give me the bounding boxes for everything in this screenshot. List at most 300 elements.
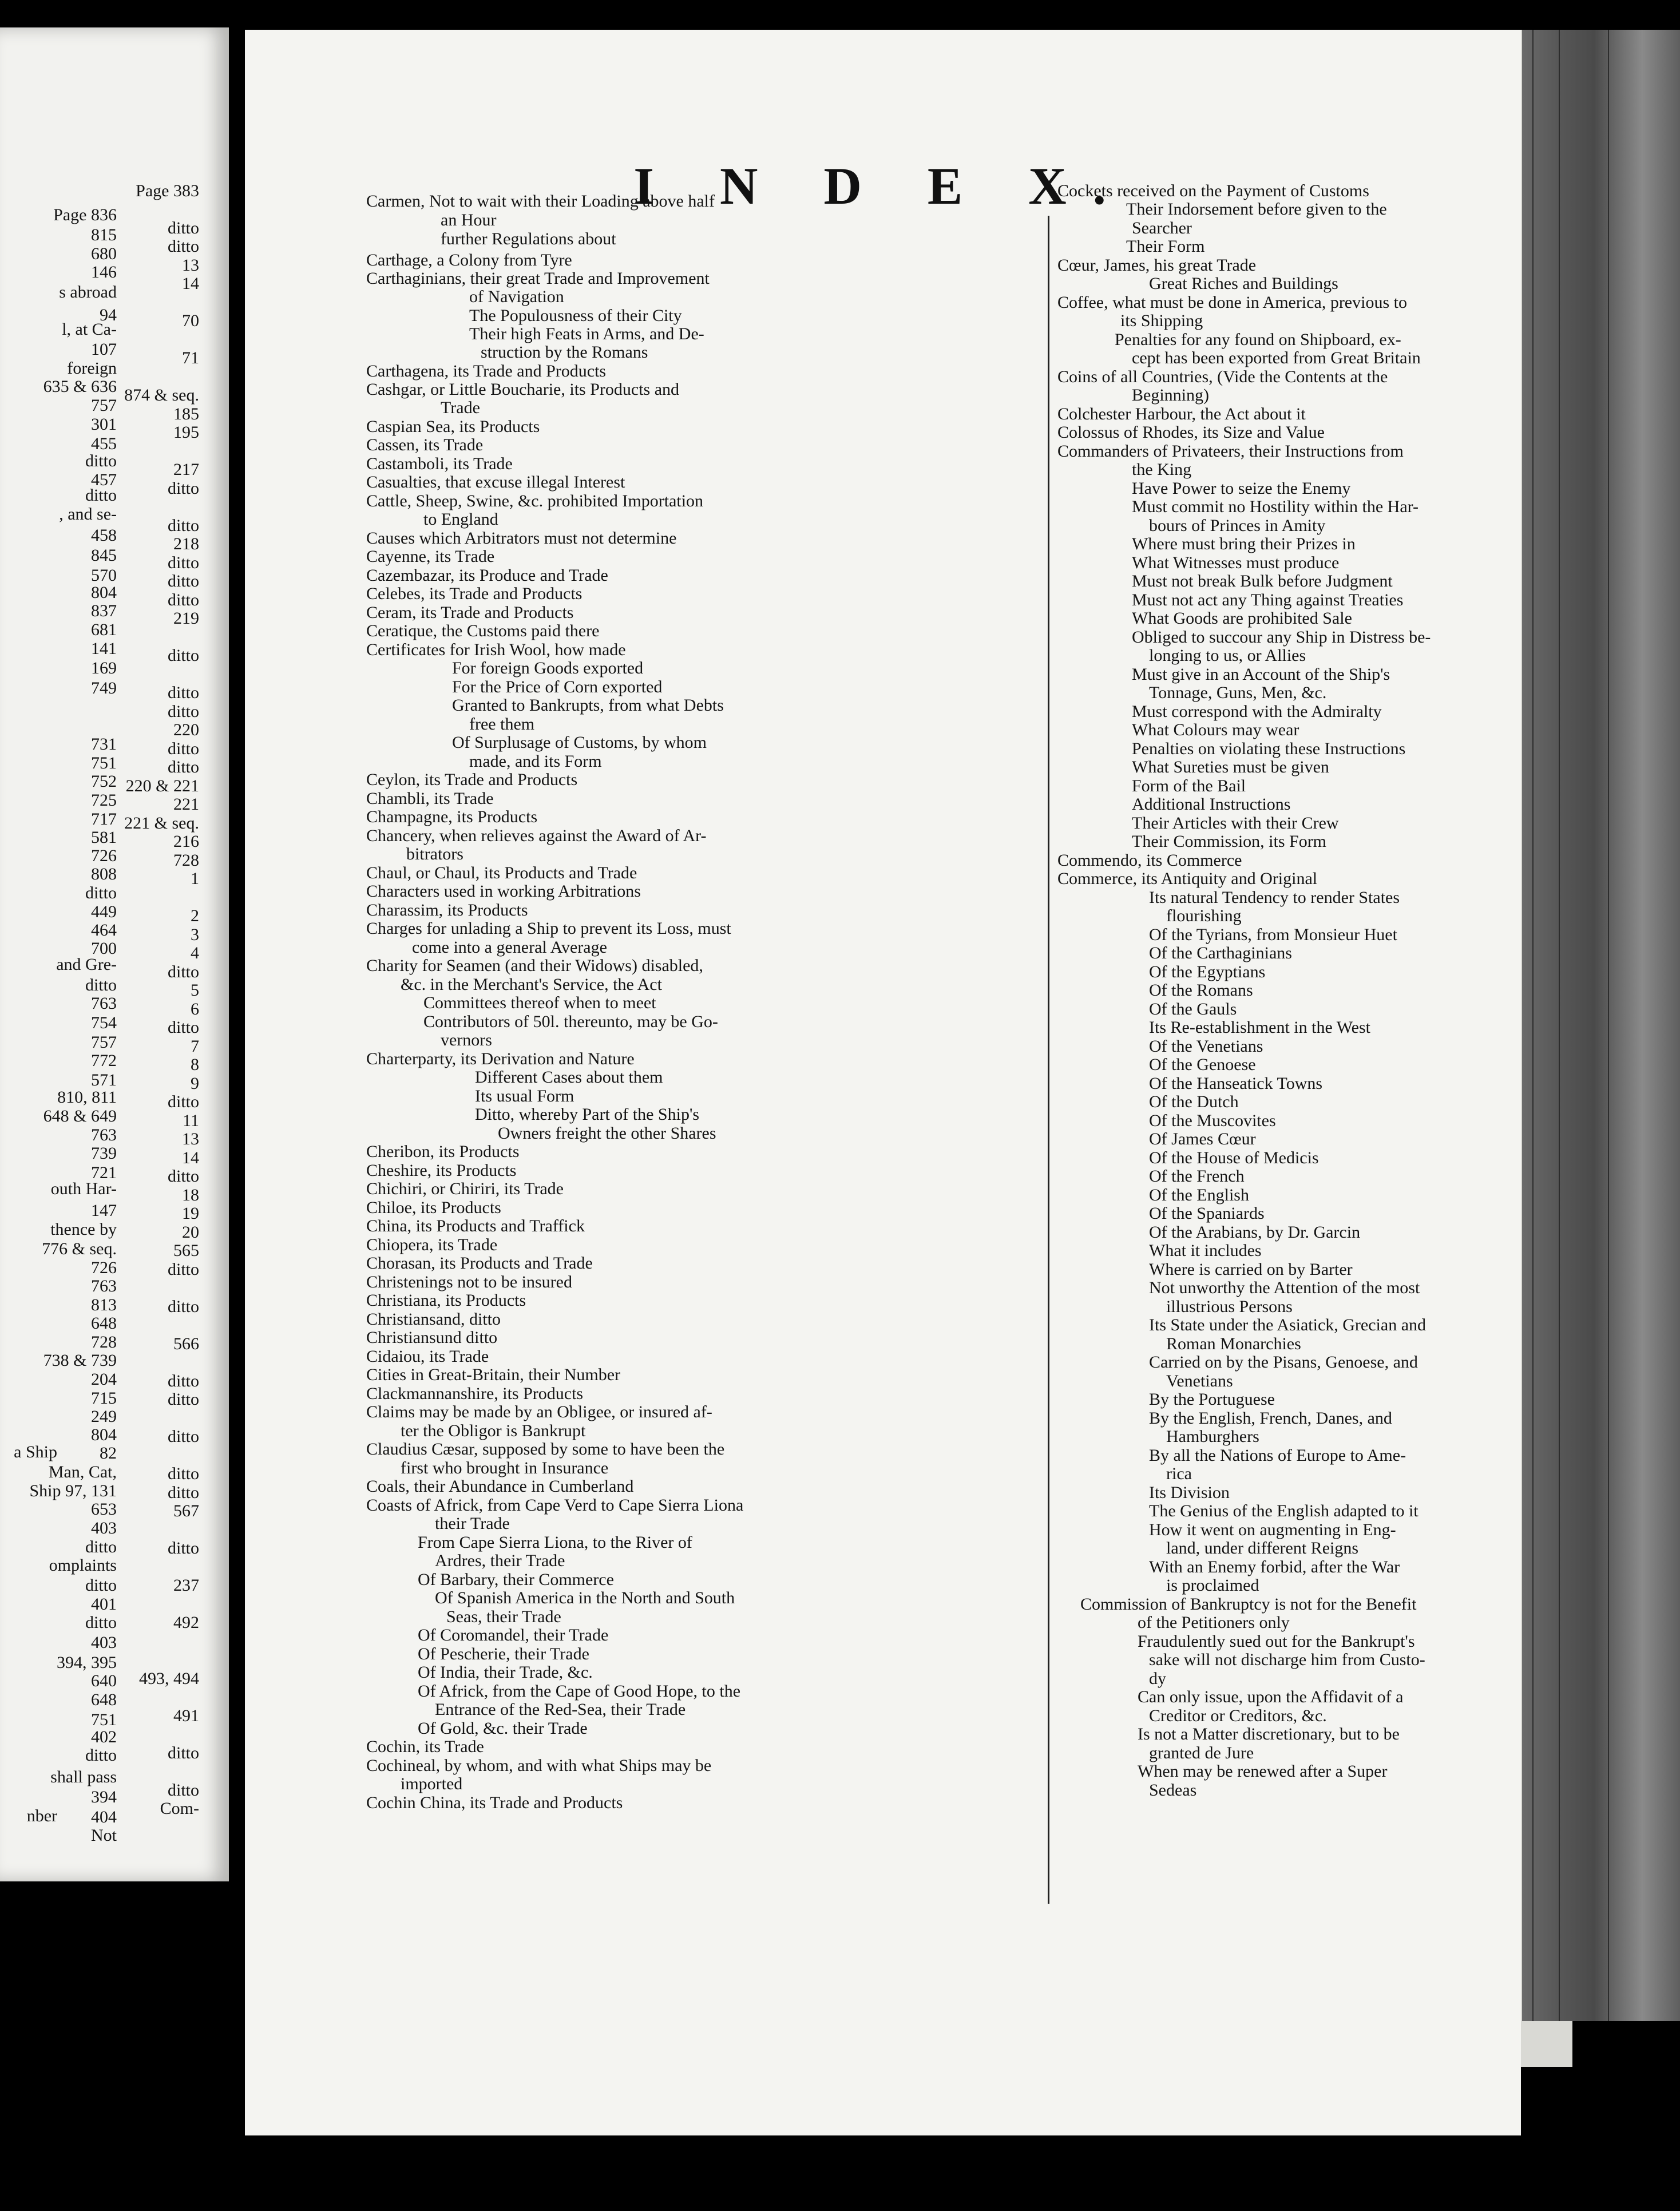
left-page-fragment-text: 721 xyxy=(91,1163,117,1182)
left-page-fragment-text: 648 xyxy=(91,1690,117,1709)
index-entry: Cochin, its Trade xyxy=(366,1737,484,1756)
index-entry: Of the French xyxy=(1149,1167,1245,1186)
page-reference: 14 xyxy=(182,274,199,293)
page-reference: ditto xyxy=(167,1167,199,1186)
page-reference: 566 xyxy=(173,1334,199,1353)
page-reference: ditto xyxy=(167,739,199,758)
index-entry: Cayenne, its Trade xyxy=(366,547,495,566)
index-entry: Christenings not to be insured xyxy=(366,1273,572,1291)
index-entry: Their Indorsement before given to the xyxy=(1126,200,1387,219)
index-entry: Owners freight the other Shares xyxy=(498,1124,716,1143)
page-reference: ditto xyxy=(167,572,199,591)
index-entry: Trade xyxy=(441,398,480,417)
index-entry: What Goods are prohibited Sale xyxy=(1132,609,1352,628)
left-page-fragment-text: 700 xyxy=(91,939,117,958)
index-entry: Of Spanish America in the North and South xyxy=(435,1588,735,1607)
index-entry: struction by the Romans xyxy=(481,343,648,362)
page-reference: ditto xyxy=(167,516,199,535)
page-reference: 195 xyxy=(173,423,199,442)
index-entry: Casualties, that excuse illegal Interest xyxy=(366,473,625,492)
page-reference: 4 xyxy=(191,944,199,962)
left-page-fragment-text: ditto xyxy=(85,976,117,994)
index-entry: illustrious Persons xyxy=(1166,1297,1293,1316)
page-reference: 19 xyxy=(182,1204,199,1223)
page-reference: ditto xyxy=(167,1390,199,1409)
index-entry: Cœur, James, his great Trade xyxy=(1057,256,1257,275)
left-page-fragment-text: 449 xyxy=(91,902,117,921)
page-reference: 8 xyxy=(191,1055,199,1074)
left-page-fragment-text: 810, 811 xyxy=(57,1088,117,1107)
index-entry: Chiloe, its Products xyxy=(366,1198,501,1217)
left-page-fragment-text: 772 xyxy=(91,1051,117,1070)
index-entry: Chaul, or Chaul, its Products and Trade xyxy=(366,863,637,882)
left-page-fragment-text: 648 & 649 xyxy=(43,1107,117,1126)
left-page-fragment-text: 402 xyxy=(91,1727,117,1746)
page-reference: 220 & 221 xyxy=(125,776,199,795)
index-entry: Celebes, its Trade and Products xyxy=(366,584,583,603)
page-reference: ditto xyxy=(167,479,199,498)
page-reference: ditto xyxy=(167,962,199,981)
index-entry: Cashgar, or Little Boucharie, its Products and xyxy=(366,380,680,399)
index-entry: Must correspond with the Admiralty xyxy=(1132,702,1382,721)
index-entry: When may be renewed after a Super xyxy=(1138,1762,1388,1781)
index-entry: Chambli, its Trade xyxy=(366,789,494,808)
page-reference: ditto xyxy=(167,591,199,609)
index-entry: of Navigation xyxy=(469,287,564,306)
page-reference: 6 xyxy=(191,1000,199,1019)
index-entry: Chorasan, its Products and Trade xyxy=(366,1254,593,1273)
index-entry: Claudius Cæsar, supposed by some to have been the xyxy=(366,1440,725,1459)
index-entry: What Witnesses must produce xyxy=(1132,553,1340,572)
left-page-fragment-text: 455 xyxy=(91,434,117,453)
left-page-fragment-text: 570 xyxy=(91,566,117,585)
left-page-fragment-text: 571 xyxy=(91,1071,117,1089)
index-entry: Obliged to succour any Ship in Distress be- xyxy=(1132,628,1431,647)
index-entry: Claims may be made by an Obligee, or insured af- xyxy=(366,1402,712,1421)
index-entry: ter the Obligor is Bankrupt xyxy=(401,1421,586,1440)
index-entry: Cochin China, its Trade and Products xyxy=(366,1793,623,1812)
index-entry: Cidaiou, its Trade xyxy=(366,1347,489,1366)
index-entry: Carthagena, its Trade and Products xyxy=(366,362,607,381)
left-page-fragment-text: a Ship xyxy=(14,1443,57,1461)
index-entry: Of James Cœur xyxy=(1149,1130,1256,1148)
index-entry: first who brought in Insurance xyxy=(401,1459,609,1477)
left-page-fragment-text: , and se- xyxy=(59,505,117,524)
page-reference: ditto xyxy=(167,1018,199,1037)
page-reference: 491 xyxy=(173,1706,199,1725)
index-entry: Cazembazar, its Produce and Trade xyxy=(366,566,608,585)
index-entry: of the Petitioners only xyxy=(1138,1613,1290,1632)
index-entry: Commendo, its Commerce xyxy=(1057,851,1242,870)
index-entry: Its State under the Asiatick, Grecian and xyxy=(1149,1315,1427,1334)
page-reference: 185 xyxy=(173,405,199,423)
index-entry: Of India, their Trade, &c. xyxy=(418,1663,593,1682)
index-entry: Not unworthy the Attention of the most xyxy=(1149,1278,1420,1297)
index-entry: Commerce, its Antiquity and Original xyxy=(1057,869,1318,888)
index-entry: Cochineal, by whom, and with what Ships may be xyxy=(366,1756,712,1775)
index-entry: an Hour xyxy=(441,211,497,229)
index-entry: What Colours may wear xyxy=(1132,720,1299,739)
page-reference: 492 xyxy=(173,1613,199,1632)
left-page-fragment-text: 635 & 636 xyxy=(43,377,117,396)
index-entry: their Trade xyxy=(435,1514,510,1533)
page-reference: 237 xyxy=(173,1576,199,1595)
index-entry: For the Price of Corn exported xyxy=(452,677,663,696)
index-entry: Christiansund ditto xyxy=(366,1328,498,1347)
left-page-fragment-text: 815 xyxy=(91,225,117,244)
page-reference: ditto xyxy=(167,1427,199,1446)
left-page-fragment-text: 464 xyxy=(91,921,117,940)
index-entry: Of Gold, &c. their Trade xyxy=(418,1719,588,1738)
index-entry: Christiana, its Products xyxy=(366,1291,526,1310)
left-page-fragment-text: 715 xyxy=(91,1389,117,1408)
page-reference: 221 & seq. xyxy=(124,814,199,833)
index-entry: Ditto, whereby Part of the Ship's xyxy=(475,1105,700,1124)
index-entry: Of the Tyrians, from Monsieur Huet xyxy=(1149,925,1397,944)
index-entry: Where is carried on by Barter xyxy=(1149,1260,1353,1279)
left-page-fragment-text: 752 xyxy=(91,772,117,791)
index-entry: imported xyxy=(401,1774,463,1793)
page-reference: 20 xyxy=(182,1223,199,1242)
index-entry: Must not act any Thing against Treaties xyxy=(1132,591,1404,609)
index-entry: is proclaimed xyxy=(1166,1576,1259,1595)
left-page-fragment-text: 726 xyxy=(91,1258,117,1277)
page-reference: 493, 494 xyxy=(139,1669,199,1688)
index-entry: Fraudulently sued out for the Bankrupt's xyxy=(1138,1632,1415,1651)
index-entry: &c. in the Merchant's Service, the Act xyxy=(401,975,662,994)
left-page-fragment-text: ditto xyxy=(85,451,117,470)
left-page-fragment-text: 738 & 739 xyxy=(43,1351,117,1370)
left-page-fragment-text: 640 xyxy=(91,1671,117,1690)
index-entry: Coals, their Abundance in Cumberland xyxy=(366,1477,634,1496)
index-entry: Charity for Seamen (and their Widows) disabled, xyxy=(366,956,703,975)
left-page-fragment-text: 731 xyxy=(91,735,117,754)
left-page-fragment-text: 301 xyxy=(91,415,117,434)
index-entry: Its natural Tendency to render States xyxy=(1149,888,1400,907)
page-reference: 3 xyxy=(191,925,199,944)
index-entry: Caspian Sea, its Products xyxy=(366,417,540,436)
index-entry: Charterparty, its Derivation and Nature xyxy=(366,1049,635,1068)
index-entry: bours of Princes in Amity xyxy=(1149,516,1326,535)
left-page-fragment-text: 725 xyxy=(91,791,117,810)
index-entry: Different Cases about them xyxy=(475,1068,663,1087)
left-page-fragment-text: shall pass xyxy=(50,1768,117,1786)
index-entry: Champagne, its Products xyxy=(366,807,538,826)
page-reference: ditto xyxy=(167,646,199,665)
index-entry: Their Articles with their Crew xyxy=(1132,814,1339,833)
index-entry: rica xyxy=(1166,1464,1192,1483)
index-entry: Coasts of Africk, from Cape Verd to Cape Sierra Liona xyxy=(366,1496,744,1515)
page-reference: 11 xyxy=(183,1111,199,1130)
left-page-fragment-text: 82 xyxy=(100,1444,117,1463)
index-entry: Tonnage, Guns, Men, &c. xyxy=(1149,683,1327,702)
left-page-fragment-text: 751 xyxy=(91,754,117,772)
index-entry: Its Re-establishment in the West xyxy=(1149,1018,1370,1037)
index-entry: Hamburghers xyxy=(1166,1427,1259,1446)
page-reference: ditto xyxy=(167,1372,199,1390)
left-page-fragment-text: 757 xyxy=(91,396,117,415)
left-page-fragment-text: 404 xyxy=(91,1808,117,1826)
index-entry: Charges for unlading a Ship to prevent its Loss, must xyxy=(366,919,731,938)
left-page-fragment-text: 776 & seq. xyxy=(42,1239,117,1258)
index-entry: Ardres, their Trade xyxy=(435,1551,565,1570)
index-entry: Form of the Bail xyxy=(1132,776,1246,795)
index-entry: Have Power to seize the Enemy xyxy=(1132,479,1351,498)
left-page-fragment-text: 147 xyxy=(91,1201,117,1220)
page-reference: 565 xyxy=(173,1241,199,1260)
page-reference: 70 xyxy=(182,311,199,330)
index-entry: bitrators xyxy=(406,845,463,863)
index-entry: Must give in an Account of the Ship's xyxy=(1132,665,1390,684)
left-page-fragment-text: 763 xyxy=(91,1126,117,1144)
page-reference: 2 xyxy=(191,906,199,925)
page-reference: 1 xyxy=(191,869,199,888)
left-page-fragment-text: 146 xyxy=(91,263,117,282)
index-entry: Granted to Bankrupts, from what Debts xyxy=(452,696,724,715)
index-entry: Of the Egyptians xyxy=(1149,962,1266,981)
index-entry: Of the Carthaginians xyxy=(1149,944,1292,962)
left-page-fragment-text: l, at Ca- xyxy=(62,320,117,339)
left-page-fragment-text: ditto xyxy=(85,1538,117,1556)
index-entry: made, and its Form xyxy=(469,752,602,771)
book-edge xyxy=(1522,30,1680,2021)
index-entry: Of the Muscovites xyxy=(1149,1111,1276,1130)
index-entry: Its usual Form xyxy=(475,1087,574,1106)
index-entry: to England xyxy=(423,510,498,529)
index-entry: Committees thereof when to meet xyxy=(423,993,656,1012)
left-page-fragment-text: 648 xyxy=(91,1314,117,1333)
left-page-fragment-text: 653 xyxy=(91,1500,117,1519)
page-reference: ditto xyxy=(167,219,199,237)
left-page-fragment-text: Not xyxy=(91,1826,117,1845)
index-entry: Can only issue, upon the Affidavit of a xyxy=(1138,1687,1404,1706)
index-entry: What Sureties must be given xyxy=(1132,758,1329,776)
left-page-fragment-text: 813 xyxy=(91,1295,117,1314)
index-entry: Their high Feats in Arms, and De- xyxy=(469,324,704,343)
index-entry: Cities in Great-Britain, their Number xyxy=(366,1365,621,1384)
left-page-fragment-text: 763 xyxy=(91,1277,117,1295)
index-entry: Christiansand, ditto xyxy=(366,1310,501,1329)
page-reference: 217 xyxy=(173,460,199,479)
page-reference: Com- xyxy=(160,1799,199,1818)
index-entry: granted de Jure xyxy=(1149,1744,1254,1762)
page-reference: 219 xyxy=(173,609,199,628)
left-page-fragment-text: 804 xyxy=(91,1425,117,1444)
index-entry: Clackmannanshire, its Products xyxy=(366,1384,584,1403)
index-entry: Entrance of the Red-Sea, their Trade xyxy=(435,1700,686,1719)
index-entry: By the English, French, Danes, and xyxy=(1149,1409,1392,1428)
left-page-fragment-text: 249 xyxy=(91,1407,117,1426)
left-page-fragment-text: 458 xyxy=(91,526,117,545)
index-entry: sake will not discharge him from Custo- xyxy=(1149,1650,1425,1669)
left-page-fragment-text: 401 xyxy=(91,1595,117,1614)
index-entry: Colossus of Rhodes, its Size and Value xyxy=(1057,423,1325,442)
page-reference: ditto xyxy=(167,1744,199,1762)
page-reference: ditto xyxy=(167,1260,199,1279)
index-entry: Of the Dutch xyxy=(1149,1092,1239,1111)
page-reference: 5 xyxy=(191,981,199,1000)
index-entry: come into a general Average xyxy=(412,938,607,957)
left-page-fragment-text: 457 xyxy=(91,470,117,489)
left-page-fragment-text: 94 xyxy=(100,306,117,324)
index-entry: Cassen, its Trade xyxy=(366,435,484,454)
page-reference: 9 xyxy=(191,1074,199,1093)
index-entry: Beginning) xyxy=(1132,386,1209,405)
left-page-fragment-text: 107 xyxy=(91,340,117,359)
left-page-fragment-text: 141 xyxy=(91,639,117,658)
left-page-fragment-text: 680 xyxy=(91,244,117,263)
left-page-fragment-text: omplaints xyxy=(49,1556,117,1575)
left-page-fragment-text: 717 xyxy=(91,810,117,829)
index-entry: Seas, their Trade xyxy=(446,1607,561,1626)
left-page-fragment-text: 581 xyxy=(91,828,117,847)
page-reference: 874 & seq. xyxy=(124,386,199,405)
index-entry: Creditor or Creditors, &c. xyxy=(1149,1706,1327,1725)
left-page-fragment-text: 726 xyxy=(91,846,117,865)
page-reference: 13 xyxy=(182,256,199,275)
left-page-fragment-text: ditto xyxy=(85,486,117,505)
index-entry: Cheshire, its Products xyxy=(366,1161,517,1180)
index-entry: Of the English xyxy=(1149,1186,1249,1204)
page-reference: 221 xyxy=(173,795,199,814)
index-entry: land, under different Reigns xyxy=(1166,1539,1359,1558)
page-reference: 7 xyxy=(191,1037,199,1056)
page-reference: ditto xyxy=(167,1483,199,1502)
index-entry: Searcher xyxy=(1132,219,1192,237)
page-reference: 18 xyxy=(182,1186,199,1204)
left-page-fragment-text: 204 xyxy=(91,1370,117,1389)
index-entry: Where must bring their Prizes in xyxy=(1132,534,1356,553)
left-page-fragment-text: thence by xyxy=(50,1220,117,1239)
index-entry: Characters used in working Arbitrations xyxy=(366,882,641,901)
index-entry: its Shipping xyxy=(1120,311,1203,330)
left-page-fragment-text: 403 xyxy=(91,1519,117,1538)
index-entry: Of the Arabians, by Dr. Garcin xyxy=(1149,1223,1361,1242)
index-entry: What it includes xyxy=(1149,1241,1262,1260)
left-page-fragment-text: 754 xyxy=(91,1013,117,1032)
index-entry: Their Form xyxy=(1126,237,1205,256)
index-entry: Coins of all Countries, (Vide the Contents at the xyxy=(1057,367,1388,386)
left-page-fragment-text: 751 xyxy=(91,1710,117,1729)
page-reference: 13 xyxy=(182,1130,199,1148)
left-page-fragment-text: 749 xyxy=(91,679,117,698)
index-entry: Ceylon, its Trade and Products xyxy=(366,770,578,789)
left-page-fragment-text: outh Har- xyxy=(50,1179,117,1198)
index-entry: China, its Products and Traffick xyxy=(366,1217,585,1235)
page-reference: ditto xyxy=(167,758,199,776)
index-entry: Carried on by the Pisans, Genoese, and xyxy=(1149,1353,1418,1372)
index-entry: Of the Romans xyxy=(1149,981,1253,1000)
index-entry: Commission of Bankruptcy is not for the Benefit xyxy=(1080,1595,1417,1614)
left-page-fragment-text: 757 xyxy=(91,1033,117,1052)
index-entry: Of the House of Medicis xyxy=(1149,1148,1319,1167)
index-entry: Of the Venetians xyxy=(1149,1037,1263,1056)
index-entry: Roman Monarchies xyxy=(1166,1334,1301,1353)
index-entry: From Cape Sierra Liona, to the River of xyxy=(418,1533,692,1552)
left-page-fragment-text: 394, 395 xyxy=(57,1653,117,1672)
index-entry: Its Division xyxy=(1149,1483,1230,1502)
index-entry: Chichiri, or Chiriri, its Trade xyxy=(366,1179,564,1198)
index-entry: By all the Nations of Europe to Ame- xyxy=(1149,1446,1406,1465)
page-reference: ditto xyxy=(167,553,199,572)
index-entry: Of the Genoese xyxy=(1149,1055,1256,1074)
left-page-fragment-text: Page 836 xyxy=(53,205,117,224)
page-reference: ditto xyxy=(167,683,199,702)
page-reference: Page 383 xyxy=(136,181,199,200)
index-entry: Of Africk, from the Cape of Good Hope, to the xyxy=(418,1682,741,1701)
index-entry: Of the Hanseatick Towns xyxy=(1149,1074,1323,1093)
index-entry: Penalties on violating these Instructions xyxy=(1132,739,1406,758)
page-reference: ditto xyxy=(167,702,199,721)
page-title: I N D E X. xyxy=(633,157,1132,215)
index-entry: Causes which Arbitrators must not determine xyxy=(366,529,677,548)
left-page-fragment-text: 403 xyxy=(91,1633,117,1652)
index-entry: Of Pescherie, their Trade xyxy=(418,1645,589,1663)
index-entry: longing to us, or Allies xyxy=(1149,646,1306,665)
index-entry: Of the Gauls xyxy=(1149,1000,1237,1019)
index-entry: Certificates for Irish Wool, how made xyxy=(366,640,626,659)
index-entry: Of the Spaniards xyxy=(1149,1204,1265,1223)
left-page-fragment-text: ditto xyxy=(85,883,117,902)
index-entry: Contributors of 50l. thereunto, may be Go- xyxy=(423,1012,718,1031)
index-entry: By the Portuguese xyxy=(1149,1390,1275,1409)
index-entry: free them xyxy=(469,715,535,734)
index-entry: The Populousness of their City xyxy=(469,306,682,325)
left-page-fragment-text: ditto xyxy=(85,1746,117,1765)
index-entry: With an Enemy forbid, after the War xyxy=(1149,1558,1400,1576)
page-reference: ditto xyxy=(167,1464,199,1483)
index-entry: Carthaginians, their great Trade and Improvement xyxy=(366,269,710,288)
left-page-fragment-text: 837 xyxy=(91,601,117,620)
index-entry: Venetians xyxy=(1166,1372,1233,1390)
index-entry: Carthage, a Colony from Tyre xyxy=(366,251,572,270)
index-entry: Cattle, Sheep, Swine, &c. prohibited Importation xyxy=(366,492,704,510)
index-entry: Sedeas xyxy=(1149,1781,1197,1800)
column-divider xyxy=(1048,216,1049,1904)
index-entry: Castamboli, its Trade xyxy=(366,454,513,473)
index-page xyxy=(124,30,1521,2135)
page-reference: 71 xyxy=(182,348,199,367)
index-entry: Ceram, its Trade and Products xyxy=(366,603,574,622)
index-entry: the King xyxy=(1132,460,1192,479)
page-reference: 220 xyxy=(173,720,199,739)
index-entry: Must not break Bulk before Judgment xyxy=(1132,572,1393,591)
left-page-fragment-text: 681 xyxy=(91,620,117,639)
index-entry: Additional Instructions xyxy=(1132,795,1291,814)
index-entry: further Regulations about xyxy=(441,229,616,248)
index-entry: Coffee, what must be done in America, previous to xyxy=(1057,293,1407,312)
index-entry: Must commit no Hostility within the Har- xyxy=(1132,497,1419,516)
index-entry: Ceratique, the Customs paid there xyxy=(366,621,600,640)
left-page-fragment-text: 394 xyxy=(91,1788,117,1806)
index-entry: For foreign Goods exported xyxy=(452,659,644,677)
page-reference: 14 xyxy=(182,1148,199,1167)
page-reference: ditto xyxy=(167,237,199,256)
left-page-fragment-text: nber xyxy=(26,1806,57,1825)
index-entry: Commanders of Privateers, their Instructions from xyxy=(1057,442,1404,461)
index-entry: Cockets received on the Payment of Customs xyxy=(1057,181,1369,200)
left-page-fragment-text: s abroad xyxy=(59,283,117,302)
index-entry: flourishing xyxy=(1166,906,1242,925)
page-reference: 216 xyxy=(173,832,199,851)
index-entry: Colchester Harbour, the Act about it xyxy=(1057,405,1306,423)
left-page-fragment-text: 804 xyxy=(91,583,117,602)
index-entry: Chiopera, its Trade xyxy=(366,1235,498,1254)
index-entry: How it went on augmenting in Eng- xyxy=(1149,1520,1396,1539)
page-reference: 728 xyxy=(173,851,199,870)
index-entry: Of Surplusage of Customs, by whom xyxy=(452,733,707,752)
index-entry: cept has been exported from Great Britain xyxy=(1132,348,1421,367)
